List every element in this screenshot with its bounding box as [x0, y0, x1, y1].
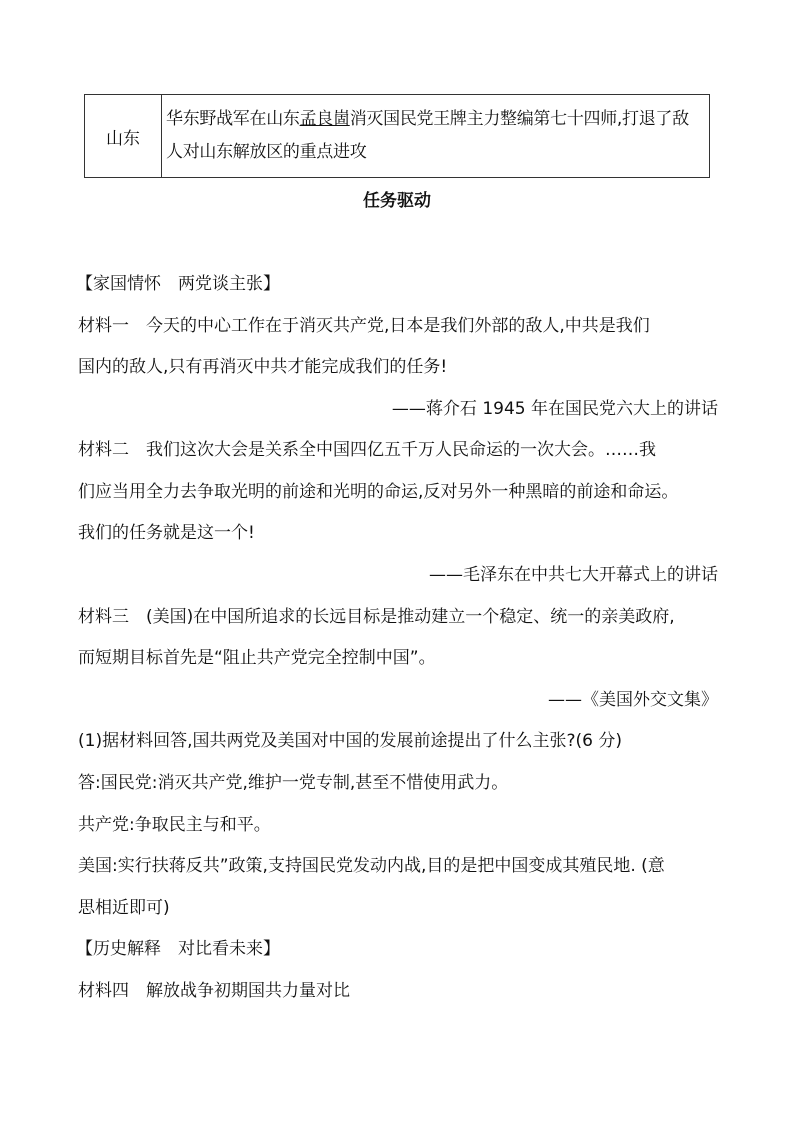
material-4-title: 材料四 解放战争初期国共力量对比 [78, 981, 350, 1001]
material-3-source: ——《美国外交文集》 [548, 690, 718, 710]
question-1: (1)据材料回答,国共两党及美国对中国的发展前途提出了什么主张?(6 分) [78, 731, 622, 751]
material-3-line-2: 而短期目标首先是“阻止共产党完全控制中国”。 [78, 648, 436, 668]
section-title: 任务驱动 [363, 191, 431, 211]
material-2-line-2: 们应当用全力去争取光明的前途和光明的命运,反对另外一种黑暗的前途和命运。 [78, 482, 679, 502]
answer-usa-line-1: 美国:实行扶蒋反共”政策,支持国民党发动内战,目的是把中国变成其殖民地. (意 [78, 856, 665, 876]
material-2-source: ——毛泽东在中共七大开幕式上的讲话 [429, 565, 718, 585]
material-3-line-1: 材料三 (美国)在中国所追求的长远目标是推动建立一个稳定、统一的亲美政府, [78, 607, 675, 627]
material-1-line-1: 材料一 今天的中心工作在于消灭共产党,日本是我们外部的敌人,中共是我们 [78, 316, 650, 336]
section-heading-patriotism: 【家国情怀 两党谈主张】 [76, 274, 280, 294]
material-1-line-2: 国内的敌人,只有再消灭中共才能完成我们的任务! [78, 357, 448, 377]
answer-usa-line-2: 思相近即可) [78, 898, 170, 918]
region-cell: 山东 [85, 95, 162, 178]
description-text-end: 消灭国民党王牌主力整编第七十四师,打退了敌人对山东解放区的重点进攻 [166, 109, 689, 162]
material-2-line-3: 我们的任务就是这一个! [78, 523, 255, 543]
material-2-line-1: 材料二 我们这次大会是关系全中国四亿五千万人民命运的一次大会。……我 [78, 440, 656, 460]
answer-kmt: 答:国民党:消灭共产党,维护一党专制,甚至不惜使用武力。 [78, 773, 509, 793]
material-1-source: ——蒋介石 1945 年在国民党六大上的讲话 [391, 399, 718, 419]
table-row [85, 95, 710, 178]
battle-table [84, 94, 710, 178]
description-cell [162, 95, 710, 178]
description-text-start: 华东野战军在山东 [166, 109, 300, 129]
answer-cpc: 共产党:争取民主与和平。 [78, 815, 271, 835]
section-heading-history: 【历史解释 对比看未来】 [76, 939, 280, 959]
underlined-place-name: 孟良崮 [299, 109, 350, 129]
